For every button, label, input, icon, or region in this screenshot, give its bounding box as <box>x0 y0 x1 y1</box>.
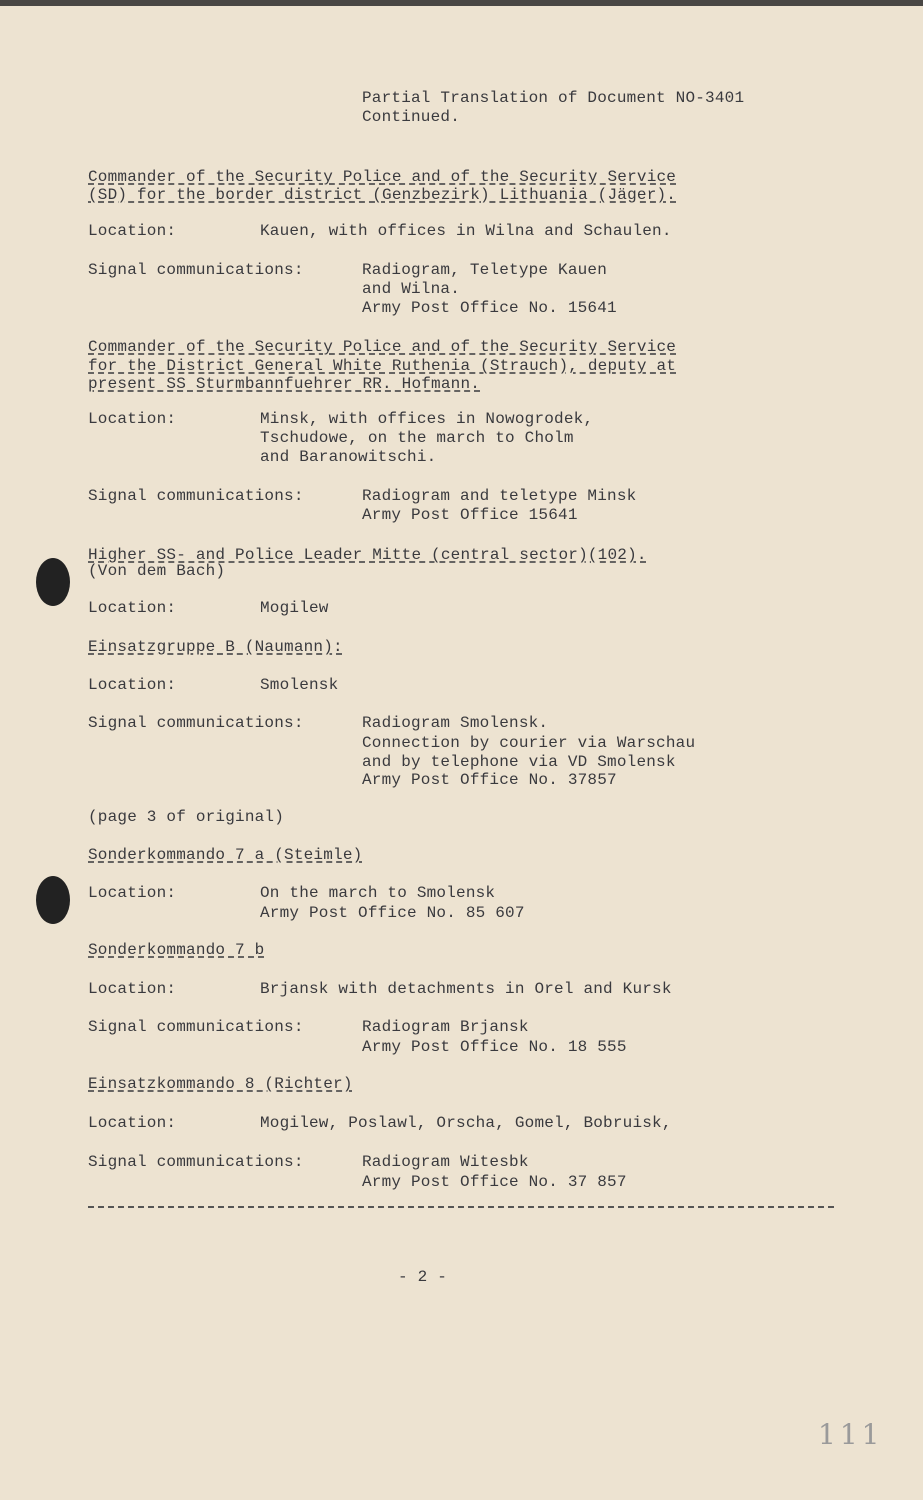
page-number: - 2 - <box>398 1268 448 1286</box>
punch-hole <box>36 558 70 606</box>
location-value: Mogilew, Poslawl, Orscha, Gomel, Bobruisk, <box>260 1114 672 1132</box>
location-label: Location: <box>88 599 177 617</box>
section-title-ruthenia-2: for the District General White Ruthenia (Strauch), deputy at <box>88 357 677 375</box>
punch-hole <box>36 876 70 924</box>
section-title-sk7b: Sonderkommando 7 b <box>88 941 265 959</box>
signal-label: Signal communications: <box>88 261 304 279</box>
signal-value: Army Post Office No. 37857 <box>362 771 617 789</box>
section-title-lithuania: Commander of the Security Police and of the Security Service <box>88 168 677 186</box>
location-label: Location: <box>88 1114 177 1132</box>
signal-value: Connection by courier via Warschau <box>362 734 696 752</box>
section-title-einsatzgruppe-b: Einsatzgruppe B (Naumann): <box>88 638 343 656</box>
section-title-mitte-2: (Von dem Bach) <box>88 562 226 580</box>
section-title-lithuania-2: (SD) for the border district (Genzbezirk) Lithuania (Jäger). <box>88 186 677 204</box>
doc-header-title: Partial Translation of Document NO-3401 <box>362 89 745 107</box>
signal-label: Signal communications: <box>88 1018 304 1036</box>
location-value: Smolensk <box>260 676 339 694</box>
signal-value: Army Post Office No. 37 857 <box>362 1173 627 1191</box>
dashed-separator <box>88 1206 834 1208</box>
location-value: Mogilew <box>260 599 329 617</box>
section-title-ruthenia-3: present SS Sturmbannfuehrer RR. Hofmann. <box>88 375 481 393</box>
location-value: On the march to Smolensk <box>260 884 496 902</box>
signal-value: and by telephone via VD Smolensk <box>362 753 676 771</box>
scan-edge <box>0 0 923 6</box>
signal-label: Signal communications: <box>88 714 304 732</box>
signal-value: Radiogram Smolensk. <box>362 714 549 732</box>
location-value: Minsk, with offices in Nowogrodek, <box>260 410 594 428</box>
signal-value: Army Post Office No. 18 555 <box>362 1038 627 1056</box>
doc-header-continued: Continued. <box>362 108 461 126</box>
signal-value: Radiogram, Teletype Kauen <box>362 261 608 279</box>
section-title-ruthenia: Commander of the Security Police and of the Security Service <box>88 338 677 356</box>
section-title-ek8: Einsatzkommando 8 (Richter) <box>88 1075 353 1093</box>
section-title-mitte: Higher SS- and Police Leader Mitte (central sector)(102). <box>88 546 647 564</box>
signal-value: Radiogram Brjansk <box>362 1018 529 1036</box>
location-value: Army Post Office No. 85 607 <box>260 904 525 922</box>
page-note: (page 3 of original) <box>88 808 285 826</box>
location-value: Brjansk with detachments in Orel and Kursk <box>260 980 672 998</box>
location-label: Location: <box>88 410 177 428</box>
signal-value: Radiogram Witesbk <box>362 1153 529 1171</box>
location-value: Kauen, with offices in Wilna and Schaulen. <box>260 222 672 240</box>
signal-label: Signal communications: <box>88 1153 304 1171</box>
signal-value: Radiogram and teletype Minsk <box>362 487 637 505</box>
signal-value: Army Post Office 15641 <box>362 506 578 524</box>
location-value: and Baranowitschi. <box>260 448 437 466</box>
section-title-sk7a: Sonderkommando 7 a (Steimle) <box>88 846 363 864</box>
location-label: Location: <box>88 676 177 694</box>
location-label: Location: <box>88 884 177 902</box>
signal-value: Army Post Office No. 15641 <box>362 299 617 317</box>
signal-label: Signal communications: <box>88 487 304 505</box>
location-value: Tschudowe, on the march to Cholm <box>260 429 574 447</box>
handwritten-mark: 111 <box>818 1418 884 1451</box>
location-label: Location: <box>88 980 177 998</box>
signal-value: and Wilna. <box>362 280 461 298</box>
location-label: Location: <box>88 222 177 240</box>
